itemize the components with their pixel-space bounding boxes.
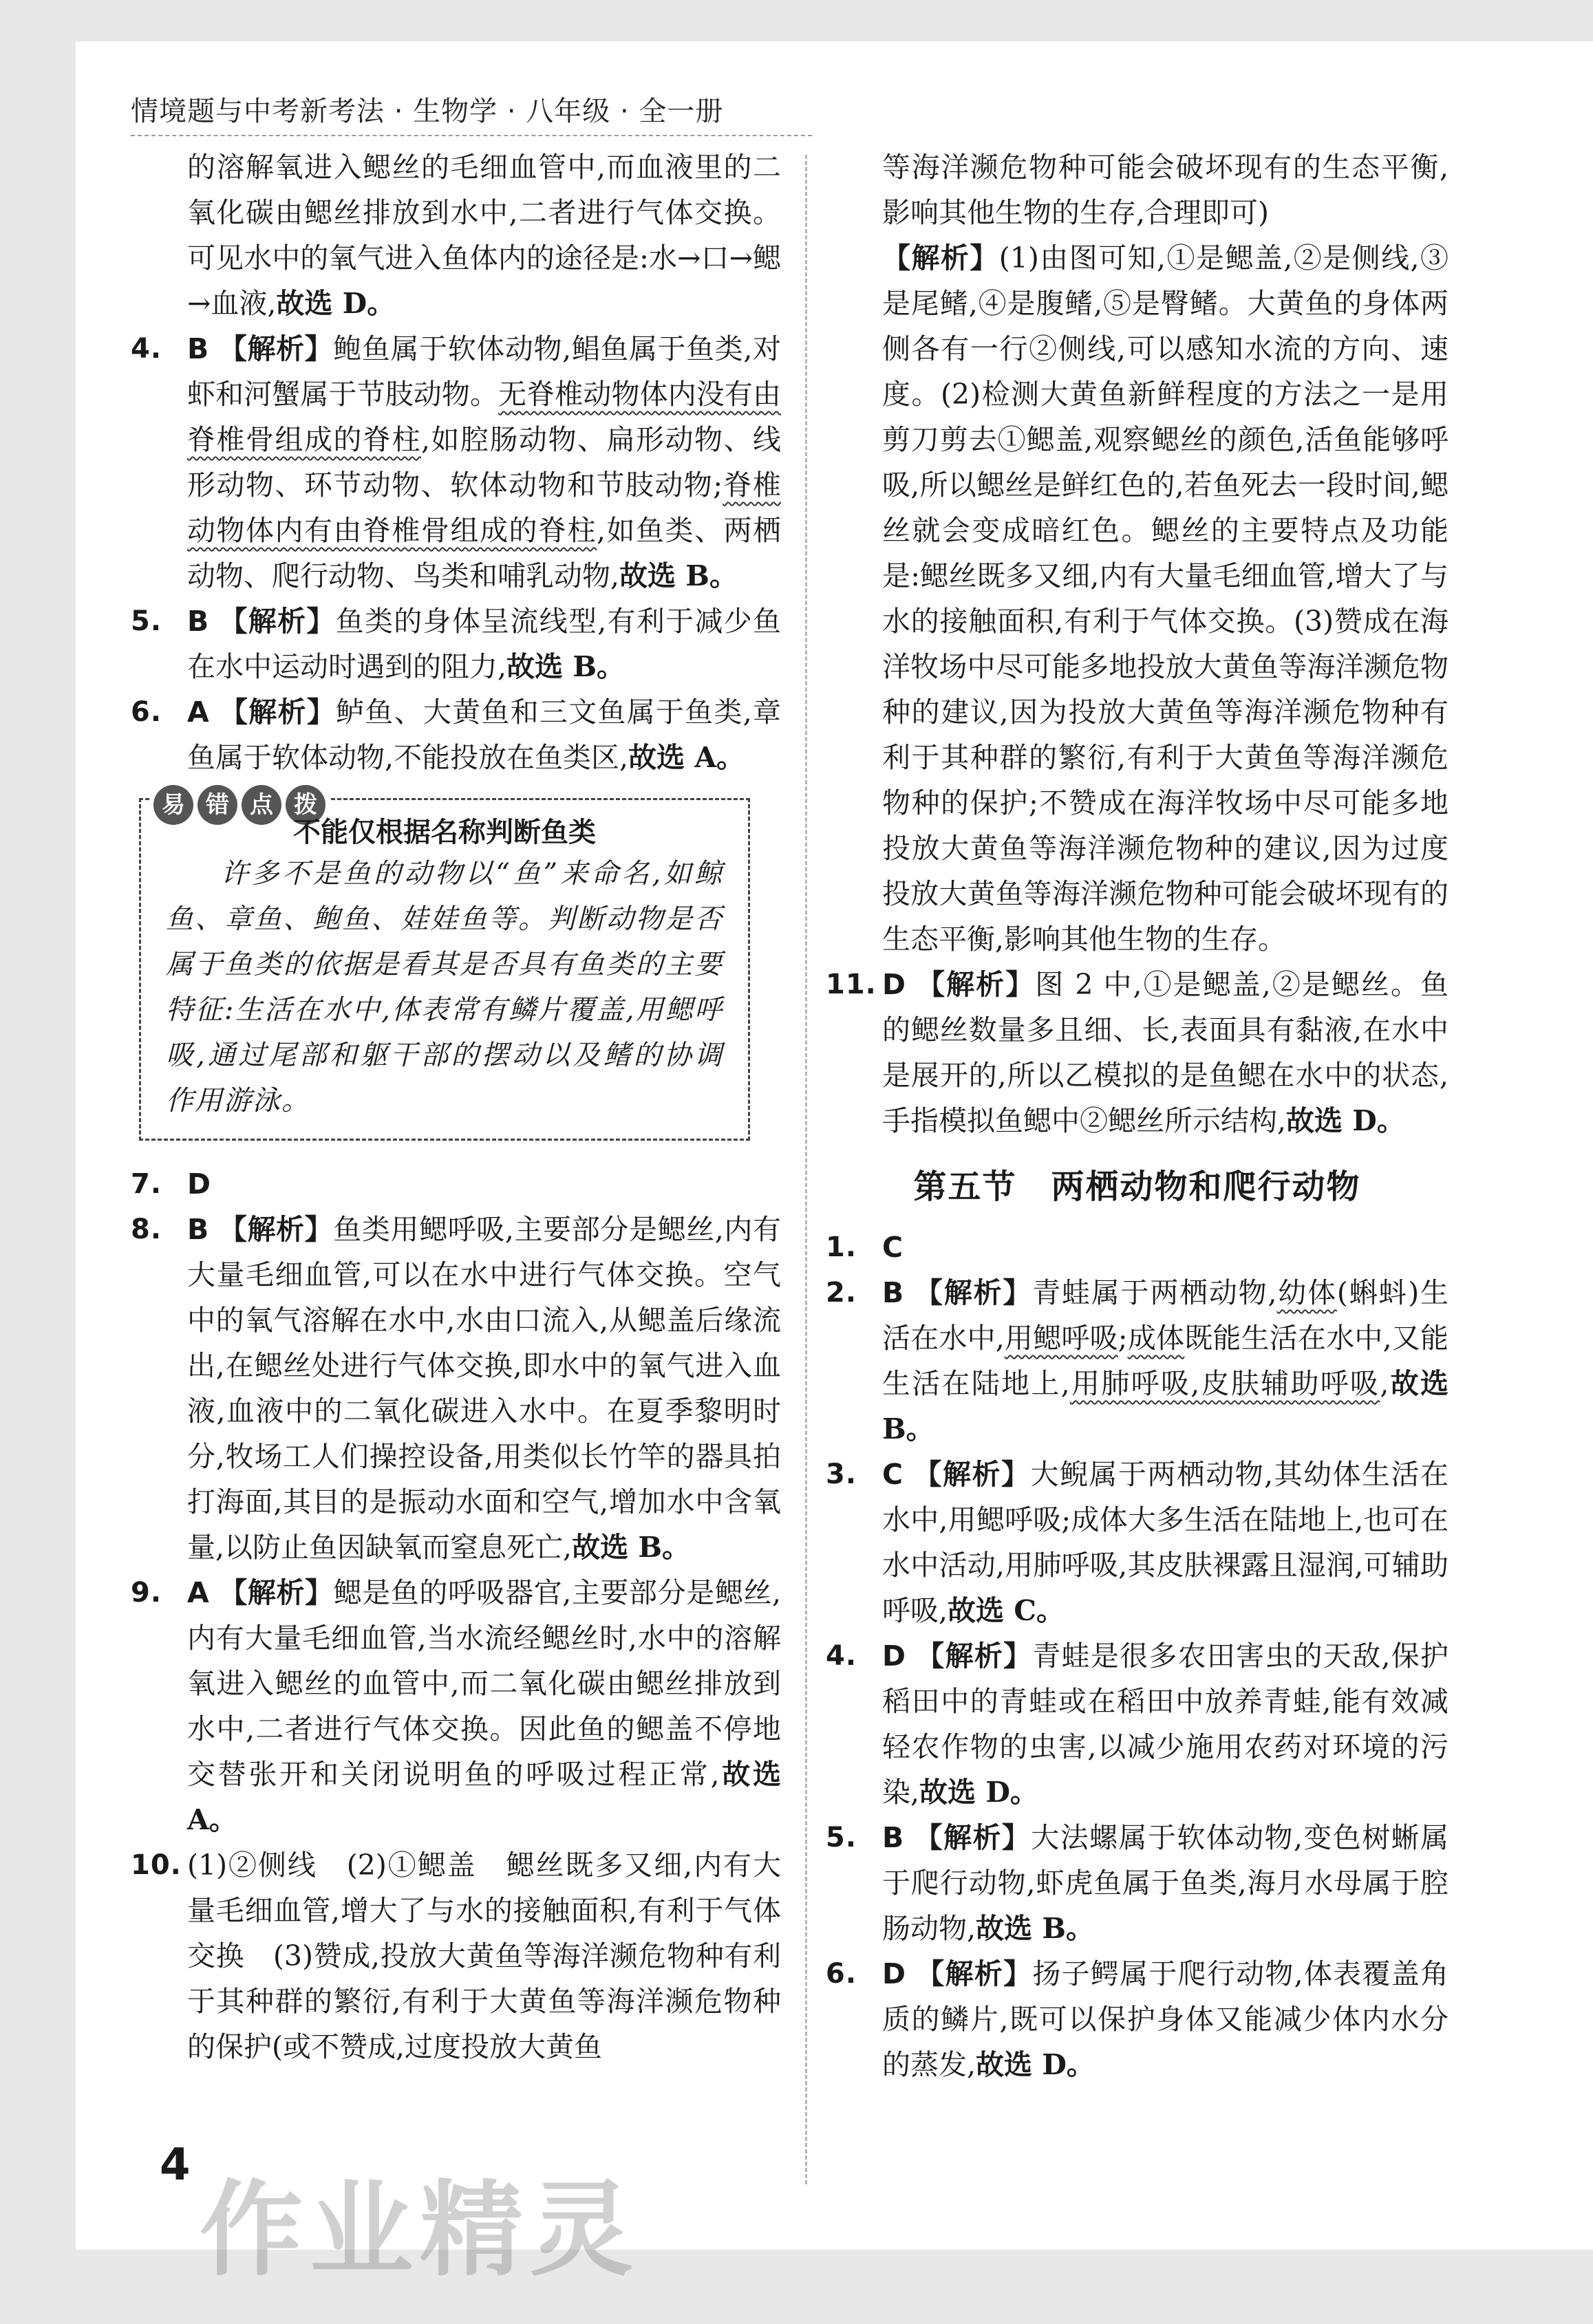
section-item-5: 5. B 【解析】大法螺属于软体动物,变色树蜥属于爬行动物,虾虎鱼属于鱼类,海月水母属于腔肠动物,故选 B。	[826, 1821, 1449, 1945]
section-item-6: 6. D 【解析】扬子鳄属于爬行动物,体表覆盖角质的鳞片,既可以保护身体又能减少体内水分的蒸发,故选 D。	[826, 1957, 1449, 2081]
left-column	[131, 144, 781, 2069]
header-rule	[131, 135, 812, 136]
watermark-logo: 作业精灵	[200, 2171, 641, 2290]
answer-item-6: 6. A 【解析】鲈鱼、大黄鱼和三文鱼属于鱼类,章鱼属于软体动物,不能投放在鱼类区,故选 A。	[131, 696, 782, 774]
answer-item-4: 4. B 【解析】鲍鱼属于软体动物,鲳鱼属于鱼类,对虾和河蟹属于节肢动物。无脊椎动物体内没有由脊椎骨组成的脊柱,如腔肠动物、扁形动物、线形动物、环节动物、软体动物和节肢动物;脊椎动物体内有由脊椎骨组成的脊柱,如鱼类、两栖动物、爬行动物、鸟类和哺乳动物,故选 B。	[131, 332, 782, 592]
running-header: 情境题与中考新考法 · 生物学 · 八年级 · 全一册	[131, 96, 724, 127]
error-tip-box	[139, 791, 750, 1141]
continued-answer-10: 等海洋濒危物种可能会破坏现有的生态平衡,影响其他生物的生存,合理即可)	[882, 151, 1448, 229]
section-item-1: 1. C	[826, 1231, 904, 1264]
answer-item-11: 11. D 【解析】图 2 中,①是鳃盖,②是鳃丝。鱼的鳃丝数量多且细、长,表面具有黏液,在水中是展开的,所以乙模拟的是鱼鳃在水中的状态,手指模拟鱼鳃中②鳃丝所示结构,故选 D。	[826, 968, 1449, 1137]
tip-text: 许多不是鱼的动物以“鱼”来命名,如鲸鱼、章鱼、鲍鱼、娃娃鱼等。判断动物是否属于鱼类的依据是看其是否具有鱼类的主要特征:生活在水中,体表常有鳞片覆盖,用鳃呼吸,通过尾部和躯干部的摆动以及鳍的协调作用游泳。	[166, 858, 723, 1117]
section-item-2: 2. B 【解析】青蛙属于两栖动物,幼体(蝌蚪)生活在水中,用鳃呼吸;成体既能生活在水中,又能生活在陆地上,用肺呼吸,皮肤辅助呼吸,故选 B。	[826, 1276, 1448, 1445]
section-title: 第五节 两栖动物和爬行动物	[913, 1168, 1361, 1206]
answer-item-5: 5. B 【解析】鱼类的身体呈流线型,有利于减少鱼在水中运动时遇到的阻力,故选 B。	[131, 605, 782, 683]
section-item-3: 3. C 【解析】大鲵属于两栖动物,其幼体生活在水中,用鳃呼吸;成体大多生活在陆地上,也可在水中活动,用肺呼吸,其皮肤裸露且湿润,可辅助呼吸,故选 C。	[826, 1458, 1449, 1627]
right-column	[826, 144, 1448, 2087]
column-divider	[805, 155, 807, 2184]
analysis-10: 【解析】(1)由图可知,①是鳃盖,②是侧线,③是尾鳍,④是腹鳍,⑤是臀鳍。大黄鱼的身体两侧各有一行②侧线,可以感知水流的方向、速度。(2)检测大黄鱼新鲜程度的方法之一是用剪刀剪去①鳃盖,观察鳃丝的颜色,活鱼能够呼吸,所以鳃丝是鲜红色的,若鱼死去一段时间,鳃丝就会变成暗红色。鳃丝的主要特点及功能是:鳃丝既多又细,内有大量毛细血管,增大了与水的接触面积,有利于气体交换。(3)赞成在海洋牧场中尽可能多地投放大黄鱼等海洋濒危物种的建议,因为投放大黄鱼等海洋濒危物种有利于其种群的繁衍,有利于大黄鱼等海洋濒危物种的保护;不赞成在海洋牧场中尽可能多地投放大黄鱼等海洋濒危物种的建议,因为过度投放大黄鱼等海洋濒危物种可能会破坏现有的生态平衡,影响其他生物的生存。	[882, 241, 1448, 956]
answer-item-8: 8. B 【解析】鱼类用鳃呼吸,主要部分是鳃丝,内有大量毛细血管,可以在水中进行气体交换。空气中的氧气溶解在水中,水由口流入,从鳃盖后缘流出,在鳃丝处进行气体交换,即水中的氧气进入血液,血液中的二氧化碳进入水中。在夏季黎明时分,牧场工人们操控设备,用类似长竹竿的器具拍打海面,其目的是振动水面和空气,增加水中含氧量,以防止鱼因缺氧而窒息死亡,故选 B。	[131, 1213, 781, 1564]
answer-item-9: 9. A 【解析】鳃是鱼的呼吸器官,主要部分是鳃丝,内有大量毛细血管,当水流经鳃丝时,水中的溶解氧进入鳃丝的血管中,而二氧化碳由鳃丝排放到水中,二者进行气体交换。因此鱼的鳃盖不停地交替张开和关闭说明鱼的呼吸过程正常,故选 A。	[131, 1576, 782, 1836]
continued-answer: 的溶解氧进入鳃丝的毛细血管中,而血液里的二氧化碳由鳃丝排放到水中,二者进行气体交换。可见水中的氧气进入鱼体内的途径是:水→口→鳃→血液,故选 D。	[187, 151, 781, 320]
answer-item-10: 10. (1)②侧线 (2)①鳃盖 鳃丝既多又细,内有大量毛细血管,增大了与水的接触面积,有利于气体交换 (3)赞成,投放大黄鱼等海洋濒危物种有利于其种群的繁衍,有利于大黄鱼等海洋濒危物种的保护(或不赞成,过度投放大黄鱼	[131, 1849, 781, 2063]
answer-item-7: 7. D	[131, 1168, 211, 1201]
tip-title: 不能仅根据名称判断鱼类	[293, 817, 596, 848]
tip-badges: 易 错 点 拨	[149, 785, 330, 825]
section-item-4: 4. D 【解析】青蛙是很多农田害虫的天敌,保护稻田中的青蛙或在稻田中放养青蛙,能有效减轻农作物的虫害,以减少施用农药对环境的污染,故选 D。	[826, 1639, 1449, 1809]
page-number: 4	[160, 2140, 191, 2191]
